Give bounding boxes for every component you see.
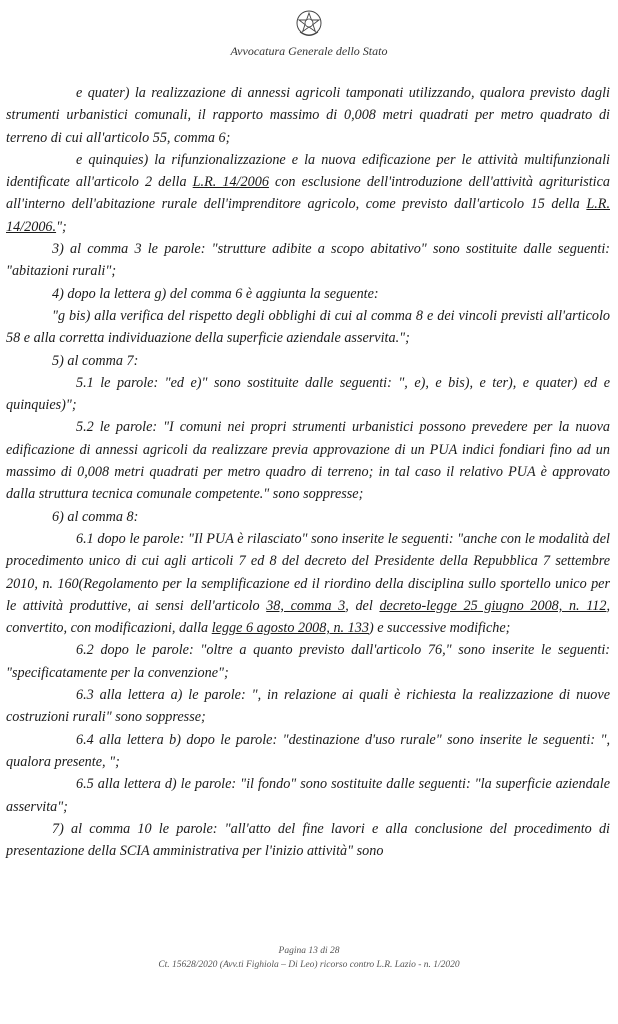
- case-reference: Ct. 15628/2020 (Avv.ti Fighiola – Di Leo) ricorso contro L.R. Lazio - n. 1/2020: [158, 960, 460, 970]
- paragraph: e quinquies) la rifunzionalizzazione e la nuova edificazione per le attività multifunzionali identificate all'articolo 2 della L.R. 14/2006 con esclusione dell'introduzione dell'attività agrituristica all'interno dell'abitazione rurale dell'imprenditore agricolo, come previsto dall'articolo 15 della L.R. 14/2006.";: [6, 151, 610, 235]
- paragraph: 6.3 alla lettera a) le parole: ", in relazione ai quali è richiesta la realizzazione di nuove costruzioni rurali" sono soppresse;: [6, 687, 610, 726]
- paragraph: 7) al comma 10 le parole: "all'atto del fine lavori e alla conclusione del procedimento di presentazione della SCIA amministrativa per l'inizio attività" sono: [6, 820, 610, 860]
- page-number: Pagina 13 di 28: [278, 946, 340, 956]
- law-link[interactable]: L.R. 14/2006: [192, 174, 269, 191]
- law-link[interactable]: 38, comma 3: [266, 597, 346, 614]
- paragraph: 3) al comma 3 le parole: "strutture adibite a scopo abitativo" sono sostituite dalle seguenti: "abitazioni rurali";: [6, 241, 610, 280]
- state-emblem-icon: [294, 8, 324, 40]
- paragraph: 6.4 alla lettera b) dopo le parole: "destinazione d'uso rurale" sono inserite le seguenti: ", qualora presente, ";: [6, 731, 610, 770]
- paragraph: e quater) la realizzazione di annessi agricoli tamponati utilizzando, qualora previsto dagli strumenti urbanistici comunali, il rapporto massimo di 0,008 metri quadrati per metro quadrato di terreno di cui all'articolo 55, comma 6;: [6, 85, 610, 146]
- paragraph: 6.5 alla lettera d) le parole: "il fondo" sono sostituite dalle seguenti: "la superficie aziendale asservita";: [6, 776, 610, 815]
- paragraph: 5.1 le parole: "ed e)" sono sostituite dalle seguenti: ", e), e bis), e ter), e quater) ed e quinquies)";: [6, 374, 610, 414]
- law-link[interactable]: legge 6 agosto 2008, n. 133: [211, 620, 369, 637]
- document-body: [6, 82, 610, 862]
- paragraph: "g bis) alla verifica del rispetto degli obblighi di cui al comma 8 e dei vincoli previsti all'articolo 58 e alla corretta individuazione della superficie aziendale asservita.";: [6, 307, 610, 347]
- law-link[interactable]: decreto-legge 25 giugno 2008, n. 112: [379, 597, 607, 614]
- paragraph: 5.2 le parole: "I comuni nei propri strumenti urbanistici possono prevedere per la nuova edificazione di annessi agricoli da realizzare previa approvazione di un PUA indici fondiari fino ad un massimo di 0,008 metri quadrati per metro quadro di terreno; in tal caso il relativo PUA è approvato dalla struttura tecnica comunale competente." sono soppresse;: [6, 419, 610, 503]
- paragraph: 6.1 dopo le parole: "Il PUA è rilasciato" sono inserite le seguenti: "anche con le modalità del procedimento unico di cui agli articoli 7 ed 8 del decreto del Presidente della Repubblica 7 settembre 2010, n. 160(Regolamento per la semplificazione ed il riordino della disciplina sullo sportello unico per le attività produttive, ai sensi dell'articolo 38, comma 3, del decreto-legge 25 giugno 2008, n. 112, convertito, con modificazioni, dalla legge 6 agosto 2008, n. 133) e successive modifiche;: [6, 530, 610, 637]
- office-title: Avvocatura Generale dello Stato: [230, 44, 388, 58]
- law-link[interactable]: L.R. 14/2006.: [6, 196, 610, 235]
- paragraph: 6.2 dopo le parole: "oltre a quanto previsto dall'articolo 76," sono inserite le seguenti: "specificatamente per la convenzione";: [6, 642, 610, 681]
- paragraph: 5) al comma 7:: [52, 352, 139, 369]
- paragraph: 6) al comma 8:: [52, 508, 139, 525]
- paragraph: 4) dopo la lettera g) del comma 6 è aggiunta la seguente:: [52, 285, 379, 302]
